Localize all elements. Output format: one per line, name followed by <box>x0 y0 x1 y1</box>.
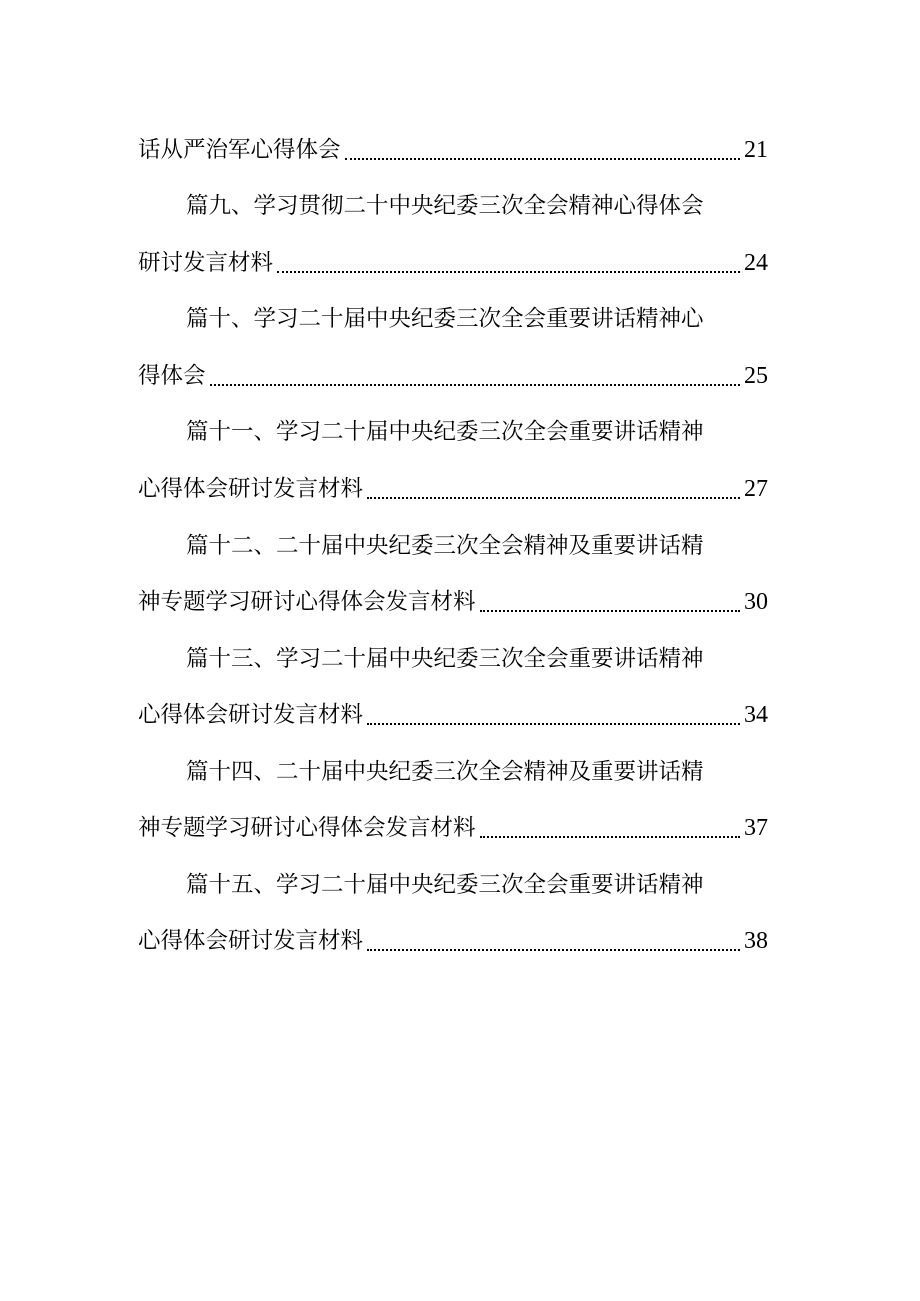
toc-page-number: 34 <box>744 702 768 728</box>
toc-page-number: 30 <box>744 589 768 615</box>
dot-leader <box>277 271 740 273</box>
dot-leader <box>367 497 740 499</box>
toc-entry-text: 得体会 <box>138 363 206 389</box>
toc-page-number: 21 <box>744 137 768 163</box>
dot-leader <box>367 723 740 725</box>
toc-line <box>138 528 768 564</box>
toc-page-number: 24 <box>744 250 768 276</box>
toc-line <box>138 414 768 450</box>
toc-line <box>138 641 768 677</box>
toc-entry-title: 篇十一、学习二十届中央纪委三次全会重要讲话精神 <box>186 419 704 445</box>
toc-entry-text: 心得体会研讨发言材料 <box>138 702 364 728</box>
toc-line <box>138 132 768 168</box>
toc-page-number: 38 <box>744 928 768 954</box>
toc-page-number: 25 <box>744 363 768 389</box>
toc-entry-title: 篇十、学习二十届中央纪委三次全会重要讲话精神心 <box>186 306 704 332</box>
toc-line <box>138 923 768 959</box>
toc-entry-title: 篇九、学习贯彻二十中央纪委三次全会精神心得体会 <box>186 193 704 219</box>
toc-line <box>138 358 768 394</box>
dot-leader <box>367 949 740 951</box>
dot-leader <box>480 836 740 838</box>
toc-entry-text: 心得体会研讨发言材料 <box>138 476 364 502</box>
toc-line <box>138 697 768 733</box>
toc-entry-title: 篇十三、学习二十届中央纪委三次全会重要讲话精神 <box>186 646 704 672</box>
toc-entry-text: 研讨发言材料 <box>138 250 274 276</box>
toc-line <box>138 810 768 846</box>
toc-line <box>138 471 768 507</box>
toc-entry-title: 篇十二、二十届中央纪委三次全会精神及重要讲话精 <box>186 533 704 559</box>
toc-entry-title: 篇十五、学习二十届中央纪委三次全会重要讲话精神 <box>186 872 704 898</box>
toc-page-number: 27 <box>744 476 768 502</box>
toc-line <box>138 867 768 903</box>
toc-entry-title: 篇十四、二十届中央纪委三次全会精神及重要讲话精 <box>186 759 704 785</box>
toc-page-number: 37 <box>744 815 768 841</box>
toc-entry-text: 话从严治军心得体会 <box>138 137 341 163</box>
dot-leader <box>210 384 740 386</box>
toc-entry-text: 神专题学习研讨心得体会发言材料 <box>138 589 476 615</box>
toc-line <box>138 584 768 620</box>
toc-line <box>138 754 768 790</box>
toc-entry-text: 心得体会研讨发言材料 <box>138 928 364 954</box>
toc-line <box>138 301 768 337</box>
toc-line <box>138 188 768 224</box>
toc-line <box>138 245 768 281</box>
toc-entry-text: 神专题学习研讨心得体会发言材料 <box>138 815 476 841</box>
dot-leader <box>480 610 740 612</box>
dot-leader <box>345 158 740 160</box>
